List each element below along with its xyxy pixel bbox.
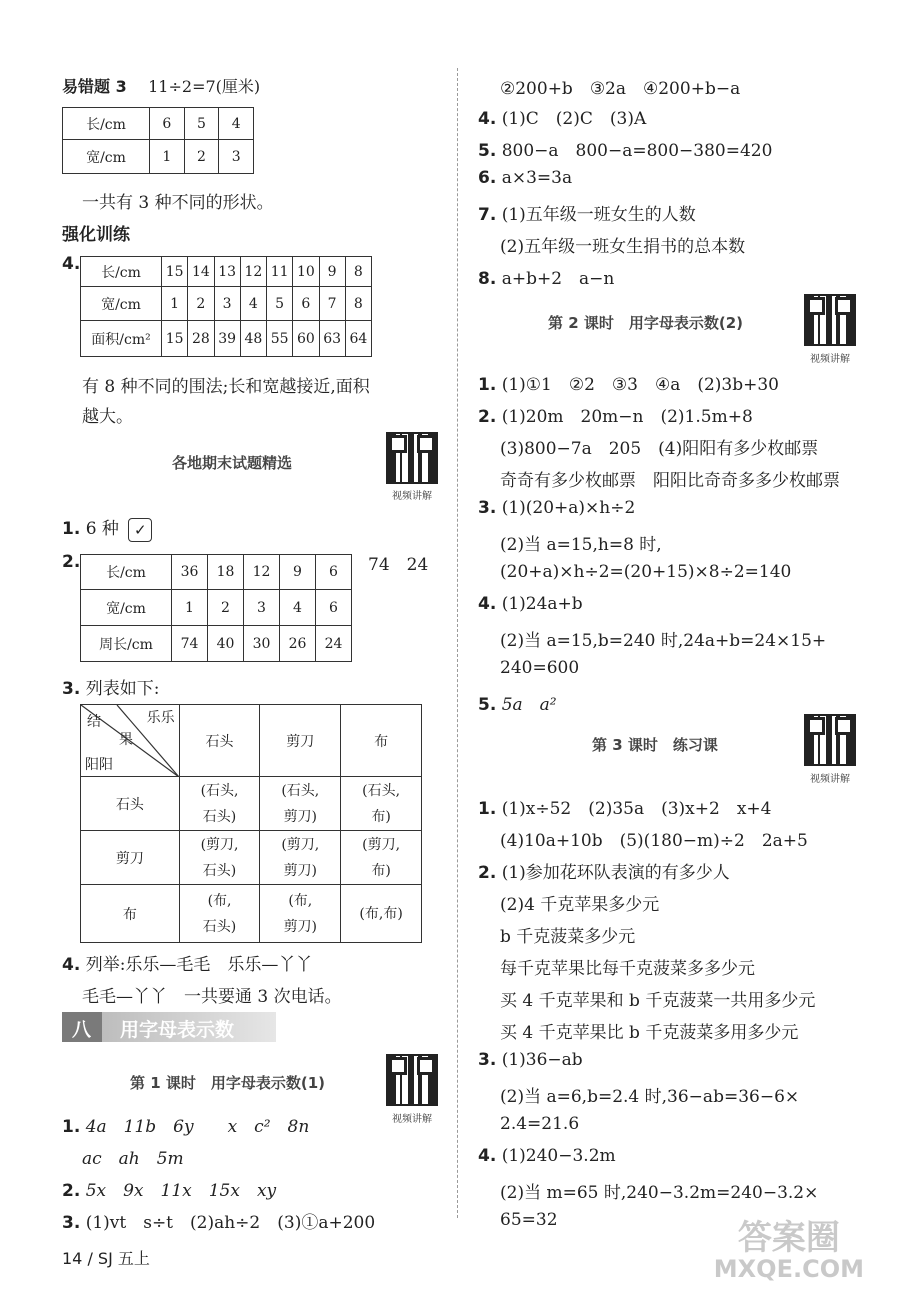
table-cell: 11 [267, 257, 293, 287]
diagonal-header [81, 705, 180, 777]
right-top-line: ②200+b ③2a ④200+b−a [500, 79, 741, 99]
answer-text: (1)20m 20m−n (2)1.5m+8 [501, 407, 753, 427]
final-q4-line1 [62, 950, 312, 975]
answer-text: (1)24a+b [501, 594, 583, 614]
table-cell: 15 [162, 257, 188, 287]
chapter-title: 用字母表示数 [120, 1019, 235, 1041]
question-number: 2. [62, 552, 81, 572]
table-cell: 9 [280, 555, 316, 590]
answer-text: 800−a 800−a=800−380=420 [501, 141, 773, 161]
question-number: 8. [478, 269, 497, 289]
table-cell: 宽/cm [63, 140, 150, 174]
qr-label: 视频讲解 [810, 774, 850, 785]
question-number: 2. [478, 407, 497, 427]
question-number: 4. [62, 254, 81, 274]
area-note-line1: 有 8 种不同的围法;长和宽越接近,面积 [82, 377, 370, 397]
lesson3-q1-line2: (4)10a+10b (5)(180−m)÷2 2a+5 [500, 831, 808, 851]
table-cell: 60 [293, 321, 319, 357]
table-cell: 2 [188, 287, 214, 321]
table-cell: 40 [208, 626, 244, 662]
table-cell: 39 [214, 321, 240, 357]
header-result-2: 果 [119, 732, 133, 748]
table-cell: (布, 剪刀) [260, 885, 341, 943]
right-q8 [478, 264, 614, 289]
answer-text: 列表如下: [85, 679, 160, 699]
right-q7-line2: (2)五年级一班女生捐书的总本数 [500, 237, 746, 257]
question-number: 2. [62, 1181, 81, 1201]
qr-code-icon[interactable] [804, 294, 856, 346]
table-cell: 8 [345, 257, 371, 287]
lesson1-q1-line1 [62, 1112, 309, 1137]
lesson3-q2-line4: 每千克苹果比每千克菠菜多多少元 [500, 959, 755, 979]
right-q6 [478, 168, 572, 188]
chapter-banner [62, 1012, 276, 1042]
area-note-line2: 越大。 [82, 407, 133, 427]
row-header: 剪刀 [81, 831, 180, 885]
lesson3-q1-line1 [478, 794, 771, 819]
table-cell: 2 [184, 140, 219, 174]
table-cell: (石头, 石头) [179, 777, 260, 831]
lesson2-q3-line1 [478, 498, 635, 518]
table-cell: 13 [214, 257, 240, 287]
header-result-1: 结 [87, 714, 101, 730]
table-cell: 2 [208, 590, 244, 626]
lesson3-q2-line5: 买 4 千克苹果和 b 千克菠菜一共用多少元 [500, 991, 816, 1011]
final-q4-line2: 毛毛—丫丫 一共要通 3 次电话。 [82, 987, 342, 1007]
table-cell: 5 [184, 108, 219, 140]
table-cell: (剪刀, 剪刀) [260, 831, 341, 885]
table-cell: 1 [172, 590, 208, 626]
table-cell: 18 [208, 555, 244, 590]
table-cell: 宽/cm [81, 590, 172, 626]
answer-text: 列举:乐乐—毛毛 乐乐—丫丫 [85, 955, 313, 975]
table-cell: 6 [293, 287, 319, 321]
qr-label: 视频讲解 [810, 354, 850, 365]
watermark [713, 1218, 864, 1283]
answer-text: 5a a² [501, 695, 557, 715]
table-perimeter [80, 554, 352, 662]
question-number: 5. [478, 141, 497, 161]
table-cell: 4 [219, 108, 254, 140]
lesson3-q4-line1 [478, 1146, 616, 1166]
answer-text: (1)C (2)C (3)A [501, 109, 647, 129]
answer-text: a×3=3a [501, 168, 573, 188]
table-cell: 5 [267, 287, 293, 321]
right-q4 [478, 104, 646, 129]
lesson2-q2-line1 [478, 402, 753, 427]
question-number: 3. [478, 1050, 497, 1070]
question-number: 5. [478, 695, 497, 715]
lesson2-title: 第 2 课时 用字母表示数(2) [548, 314, 744, 332]
section-final-exam: 各地期末试题精选 [172, 454, 293, 472]
lesson3-q4-line2: (2)当 m=65 时,240−3.2m=240−3.2× [500, 1183, 819, 1203]
question-number: 2. [478, 863, 497, 883]
lesson2-q3-line2: (2)当 a=15,h=8 时, [500, 535, 662, 555]
right-q7-line1 [478, 200, 696, 225]
header-yangyang: 阳阳 [85, 757, 113, 773]
question-number: 4. [478, 594, 497, 614]
table-cell: 8 [345, 287, 371, 321]
lesson2-q5 [478, 690, 557, 715]
answer-text: 4a 11b 6y x c² 8n [85, 1117, 310, 1137]
table-cell: (布, 石头) [179, 885, 260, 943]
table-cell: 宽/cm [81, 287, 162, 321]
table-cell: 面积/cm² [81, 321, 162, 357]
table-cell: 48 [240, 321, 266, 357]
answer-text: (1)x÷52 (2)35a (3)x+2 x+4 [501, 799, 772, 819]
lesson1-q2 [62, 1176, 276, 1201]
question-number: 6. [478, 168, 497, 188]
section-qianghua: 强化训练 [62, 225, 130, 245]
row-header: 布 [81, 885, 180, 943]
table-cell: (布,布) [341, 885, 422, 943]
answer-text: (1)240−3.2m [501, 1146, 616, 1166]
watermark-line1: 答案圈 [737, 1218, 840, 1259]
table-cell: 长/cm [81, 555, 172, 590]
answer-text: 6 种 [85, 519, 119, 539]
chapter-number: 八 [72, 1019, 92, 1041]
table-cell: 74 [172, 626, 208, 662]
lesson2-q1 [478, 370, 779, 395]
table-cell: 6 [150, 108, 185, 140]
table-rock-paper-scissors [80, 704, 422, 943]
answer-text: (1)五年级一班女生的人数 [501, 205, 696, 225]
table-cell: 55 [267, 321, 293, 357]
table-cell: 3 [219, 140, 254, 174]
table-cell: 12 [244, 555, 280, 590]
question-number: 1. [62, 519, 81, 539]
lesson3-q2-line3: b 千克菠菜多少元 [500, 927, 636, 947]
lesson2-q2-line2: (3)800−7a 205 (4)阳阳有多少枚邮票 [500, 439, 819, 459]
question-number: 1. [62, 1117, 81, 1137]
table-cell: 3 [244, 590, 280, 626]
answer-text: (1)36−ab [501, 1050, 583, 1070]
watermark-line2: MXQE.COM [713, 1254, 864, 1283]
lesson3-q2-line2: (2)4 千克苹果多少元 [500, 895, 660, 915]
table-cell: 15 [162, 321, 188, 357]
table-error-prone [62, 107, 254, 174]
lesson1-title: 第 1 课时 用字母表示数(1) [130, 1074, 326, 1092]
lesson1-q1-line2: ac ah 5m [82, 1149, 184, 1169]
row-header: 石头 [81, 777, 180, 831]
table-cell: (石头, 布) [341, 777, 422, 831]
table-cell: 30 [244, 626, 280, 662]
table-cell: 10 [293, 257, 319, 287]
lesson2-q4-line3: 240=600 [500, 658, 580, 678]
answer-text: 74 24 [368, 555, 429, 575]
table-cell: (剪刀, 布) [341, 831, 422, 885]
lesson2-q4-line2: (2)当 a=15,b=240 时,24a+b=24×15+ [500, 631, 827, 651]
lesson3-q4-line3: 65=32 [500, 1210, 558, 1230]
question-number: 1. [478, 799, 497, 819]
question-number: 7. [478, 205, 497, 225]
lesson3-q2-line6: 买 4 千克苹果比 b 千克菠菜多用多少元 [500, 1023, 799, 1043]
table-cell: 3 [214, 287, 240, 321]
answer-text: (1)①1 ②2 ③3 ④a (2)3b+30 [501, 375, 779, 395]
table-cell: 4 [280, 590, 316, 626]
question-number: 3. [62, 1213, 81, 1233]
lesson3-q3-line1 [478, 1050, 583, 1070]
qr-code-icon[interactable] [804, 714, 856, 766]
question-number: 3. [478, 498, 497, 518]
shapes-note: 一共有 3 种不同的形状。 [82, 193, 274, 213]
question-number: 4. [62, 955, 81, 975]
table-cell: 1 [162, 287, 188, 321]
table-cell: 14 [188, 257, 214, 287]
column-divider [457, 68, 458, 1218]
question-number: 1. [478, 375, 497, 395]
table-cell: 36 [172, 555, 208, 590]
answer-text: (1)vt s÷t (2)ah÷2 (3)①a+200 [85, 1213, 376, 1233]
lesson2-q2-line3: 奇奇有多少枚邮票 阳阳比奇奇多多少枚邮票 [500, 471, 840, 491]
final-q1 [62, 514, 152, 542]
final-q3 [62, 674, 159, 699]
table-cell: 6 [316, 590, 352, 626]
answer-text: a+b+2 a−n [501, 269, 615, 289]
checkmark-icon: ✓ [128, 518, 152, 542]
question-number: 3. [62, 679, 81, 699]
lesson3-q3-line2: (2)当 a=6,b=2.4 时,36−ab=36−6× [500, 1087, 800, 1107]
lesson3-q2-line1 [478, 858, 730, 883]
table-cell: (剪刀, 石头) [179, 831, 260, 885]
lesson3-title: 第 3 课时 练习课 [592, 736, 718, 754]
page-footer: 14 / SJ 五上 [62, 1249, 150, 1268]
table-area [80, 256, 372, 357]
column-header: 石头 [179, 705, 260, 777]
table-cell: 周长/cm [81, 626, 172, 662]
error-prone-line: 易错题 3 11÷2=7(厘米) [62, 77, 261, 96]
lesson2-q3-line3: (20+a)×h÷2=(20+15)×8÷2=140 [500, 562, 792, 582]
table-cell: 26 [280, 626, 316, 662]
table-cell: 64 [345, 321, 371, 357]
table-cell: 9 [319, 257, 345, 287]
table-cell: 7 [319, 287, 345, 321]
qr-label: 视频讲解 [392, 1114, 432, 1125]
table-cell: (石头, 剪刀) [260, 777, 341, 831]
table-cell: 6 [316, 555, 352, 590]
answer-text: (1)(20+a)×h÷2 [501, 498, 636, 518]
question-number: 4. [478, 1146, 497, 1166]
right-q5 [478, 136, 772, 161]
lesson3-q3-line3: 2.4=21.6 [500, 1114, 580, 1134]
header-lele: 乐乐 [146, 710, 175, 726]
answer-text: (1)参加花环队表演的有多少人 [501, 863, 730, 883]
qr-code-icon[interactable] [386, 432, 438, 484]
table-cell: 12 [240, 257, 266, 287]
table-cell: 63 [319, 321, 345, 357]
qr-code-icon[interactable] [386, 1054, 438, 1106]
qr-label: 视频讲解 [392, 491, 432, 502]
lesson1-q3 [62, 1208, 375, 1233]
column-header: 剪刀 [260, 705, 341, 777]
table-cell: 24 [316, 626, 352, 662]
lesson2-q4-line1 [478, 594, 583, 614]
table-cell: 长/cm [81, 257, 162, 287]
table-cell: 长/cm [63, 108, 150, 140]
table-cell: 4 [240, 287, 266, 321]
column-header: 布 [341, 705, 422, 777]
answer-text: 5x 9x 11x 15x xy [85, 1181, 277, 1201]
table-cell: 1 [150, 140, 185, 174]
question-number: 4. [478, 109, 497, 129]
table-cell: 28 [188, 321, 214, 357]
